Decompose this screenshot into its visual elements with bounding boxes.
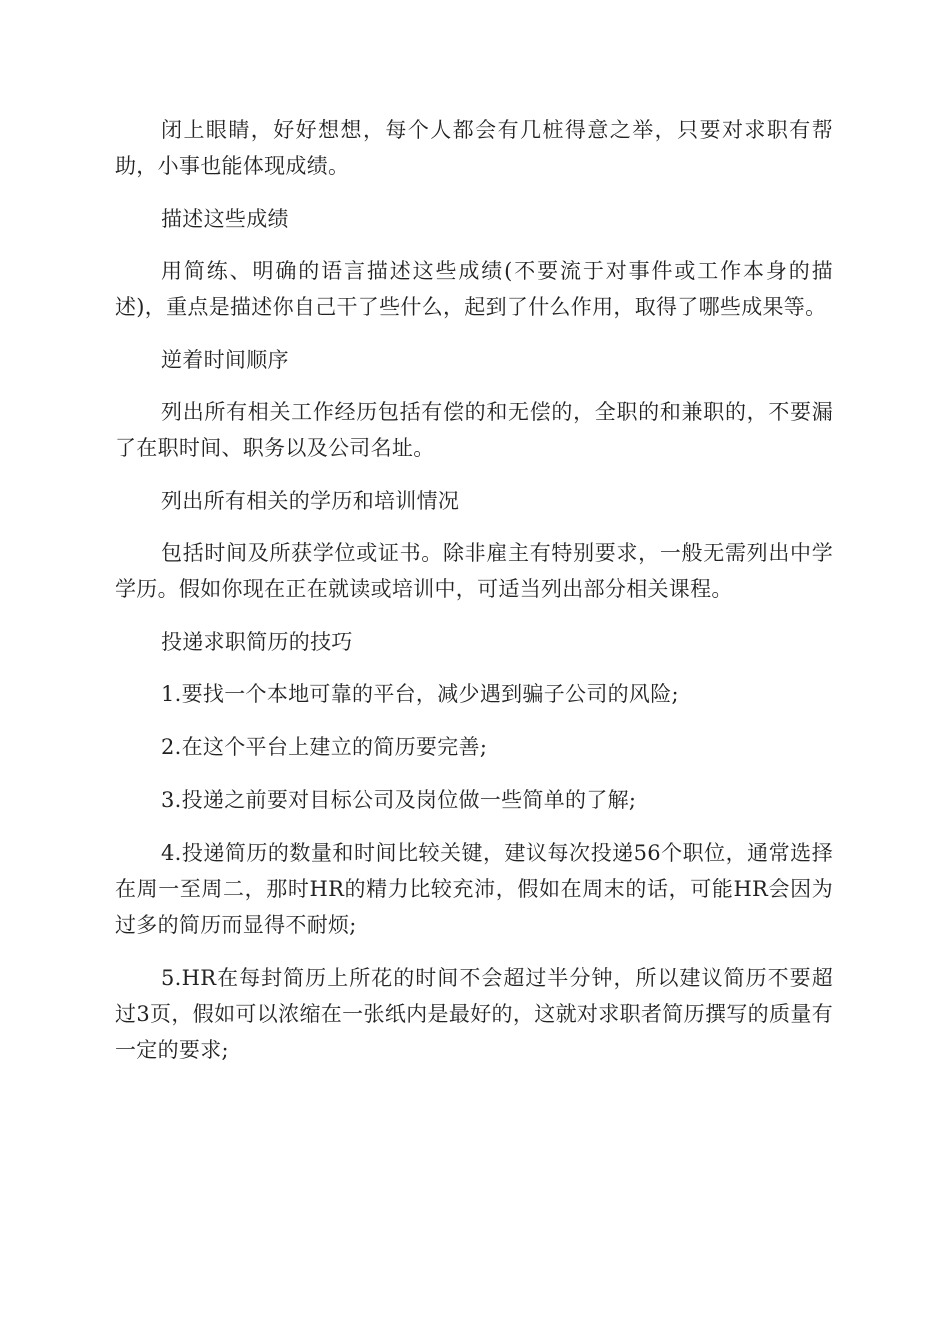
tip-item-5: 5.HR在每封简历上所花的时间不会超过半分钟，所以建议简历不要超过3页，假如可以浓缩在一张纸内是最好的，这就对求职者简历撰写的质量有一定的要求; xyxy=(115,966,833,1062)
heading-reverse-chronological: 逆着时间顺序 xyxy=(161,348,289,372)
document-page xyxy=(115,112,833,1085)
paragraph-work-experience: 列出所有相关工作经历包括有偿的和无偿的，全职的和兼职的，不要漏了在职时间、职务以及公司名址。 xyxy=(115,400,833,460)
tip-item-4: 4.投递简历的数量和时间比较关键，建议每次投递56个职位，通常选择在周一至周二，那时HR的精力比较充沛，假如在周末的话，可能HR会因为过多的简历而显得不耐烦; xyxy=(115,841,833,937)
heading-education-training: 列出所有相关的学历和培训情况 xyxy=(161,489,460,513)
paragraph-education-training: 包括时间及所获学位或证书。除非雇主有特别要求，一般无需列出中学学历。假如你现在正在就读或培训中，可适当列出部分相关课程。 xyxy=(115,541,833,601)
tip-item-1: 1.要找一个本地可靠的平台，减少遇到骗子公司的风险; xyxy=(161,682,679,706)
paragraph-achievements-intro: 闭上眼睛，好好想想，每个人都会有几桩得意之举，只要对求职有帮助，小事也能体现成绩。 xyxy=(115,118,833,178)
paragraph-describe-achievements: 用简练、明确的语言描述这些成绩(不要流于对事件或工作本身的描述)，重点是描述你自己干了些什么，起到了什么作用，取得了哪些成果等。 xyxy=(115,259,833,319)
heading-submission-tips: 投递求职简历的技巧 xyxy=(161,630,353,654)
tip-item-3: 3.投递之前要对目标公司及岗位做一些简单的了解; xyxy=(161,788,637,812)
heading-describe-achievements: 描述这些成绩 xyxy=(161,207,289,231)
tip-item-2: 2.在这个平台上建立的简历要完善; xyxy=(161,735,488,759)
